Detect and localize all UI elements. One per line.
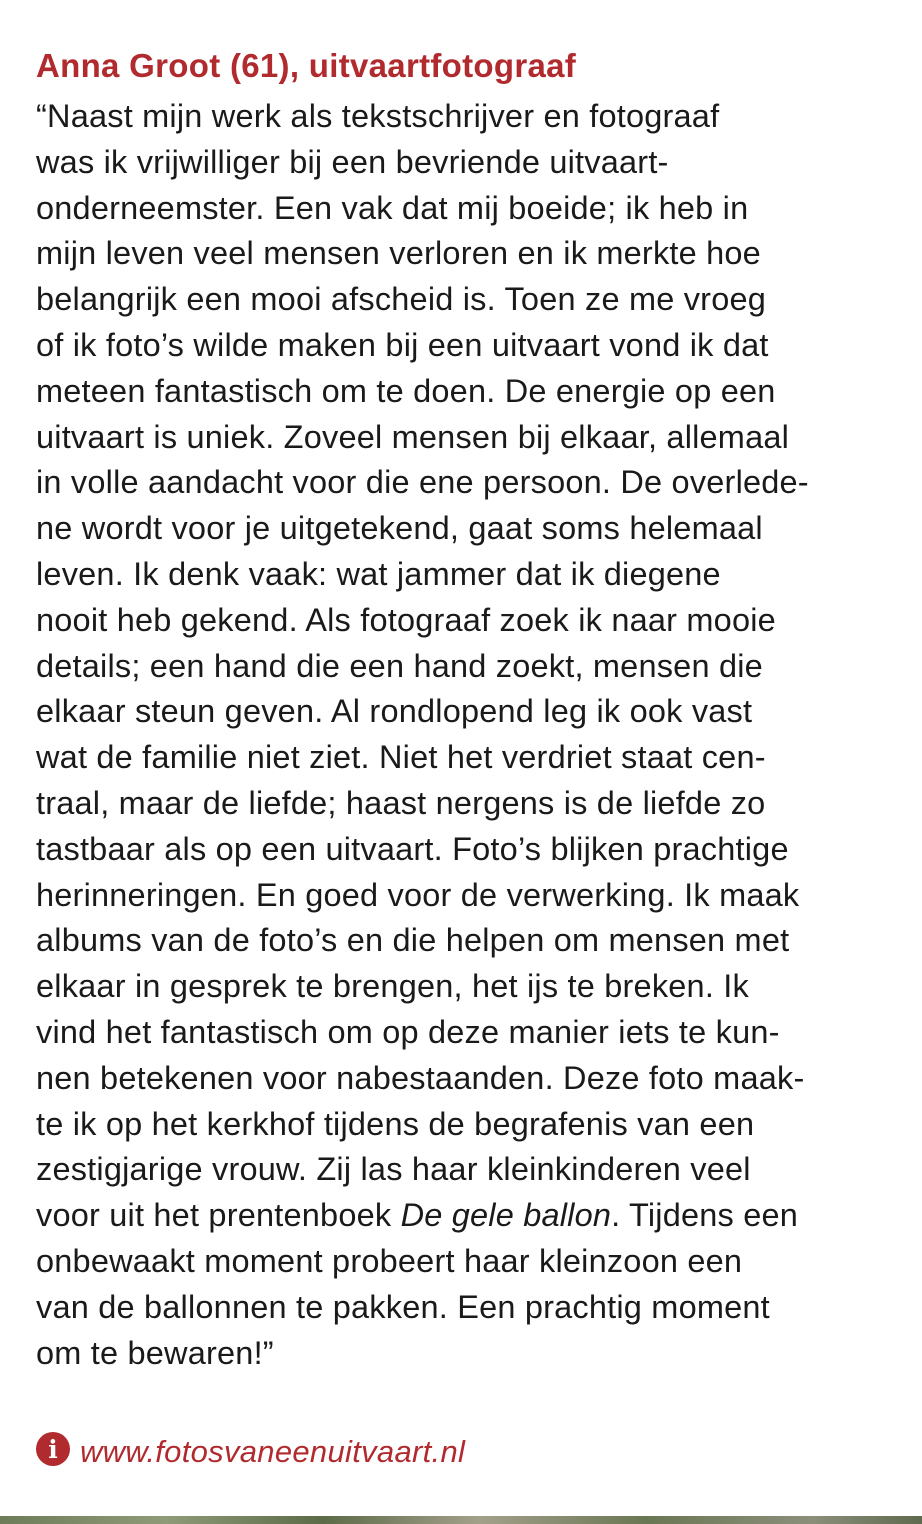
quote-line: “Naast mijn werk als tekstschrijver en fotograaf bbox=[36, 98, 720, 134]
quote-line: of ik foto’s wilde maken bij een uitvaart vond ik dat bbox=[36, 326, 769, 363]
quote-line: ne wordt voor je uitgetekend, gaat soms helemaal bbox=[36, 510, 763, 547]
quote-text bbox=[36, 94, 898, 1376]
quote-line: in volle aandacht voor die ene persoon. De overlede- bbox=[36, 464, 809, 501]
book-title: De gele ballon bbox=[400, 1197, 612, 1234]
website-link[interactable]: www.fotosvaneenuitvaart.nl bbox=[80, 1434, 466, 1469]
quote-line: vind het fantastisch om op deze manier iets te kun- bbox=[36, 1013, 780, 1050]
quote-line: nooit heb gekend. Als fotograaf zoek ik naar mooie bbox=[36, 601, 776, 638]
quote-line: traal, maar de liefde; haast nergens is de liefde zo bbox=[36, 784, 766, 821]
article-title: Anna Groot (61), uitvaartfotograaf bbox=[36, 47, 577, 84]
quote-line: was ik vrijwilliger bij een bevriende uitvaart- bbox=[36, 143, 669, 180]
quote-line: albums van de foto’s en die helpen om mensen met bbox=[36, 922, 790, 959]
quote-line: meteen fantastisch om te doen. De energie op een bbox=[36, 372, 776, 409]
info-icon: i bbox=[36, 1432, 70, 1466]
quote-line: zestigjarige vrouw. Zij las haar kleinkinderen veel bbox=[36, 1151, 751, 1188]
info-row bbox=[36, 1430, 465, 1474]
quote-line: herinneringen. En goed voor de verwerking. Ik maak bbox=[36, 876, 800, 913]
quote-line: elkaar steun geven. Al rondlopend leg ik ook vast bbox=[36, 693, 753, 730]
photo-strip bbox=[0, 1516, 922, 1524]
quote-line: details; een hand die een hand zoekt, mensen die bbox=[36, 647, 763, 684]
quote-line: nen betekenen voor nabestaanden. Deze foto maak- bbox=[36, 1059, 805, 1096]
quote-line: tastbaar als op een uitvaart. Foto’s blijken prachtige bbox=[36, 830, 789, 867]
quote-line: van de ballonnen te pakken. Een prachtig moment bbox=[36, 1288, 770, 1325]
quote-line: leven. Ik denk vaak: wat jammer dat ik diegene bbox=[36, 555, 721, 592]
quote-line: onderneemster. Een vak dat mij boeide; ik heb in bbox=[36, 189, 749, 226]
quote-line: elkaar in gesprek te brengen, het ijs te breken. Ik bbox=[36, 968, 749, 1005]
quote-line: belangrijk een mooi afscheid is. Toen ze me vroeg bbox=[36, 281, 767, 318]
quote-line: om te bewaren!” bbox=[36, 1334, 274, 1371]
quote-line: te ik op het kerkhof tijdens de begrafenis van een bbox=[36, 1105, 755, 1142]
quote-line: uitvaart is uniek. Zoveel mensen bij elkaar, allemaal bbox=[36, 418, 790, 455]
quote-line: mijn leven veel mensen verloren en ik merkte hoe bbox=[36, 235, 761, 272]
article bbox=[36, 38, 898, 1376]
quote-line-with-book-title bbox=[36, 1193, 898, 1239]
quote-fragment: . Tijdens een bbox=[611, 1197, 799, 1234]
quote-line: onbewaakt moment probeert haar kleinzoon een bbox=[36, 1242, 743, 1279]
quote-line: wat de familie niet ziet. Niet het verdriet staat cen- bbox=[36, 739, 766, 776]
quote-fragment: voor uit het prentenboek bbox=[36, 1197, 401, 1234]
